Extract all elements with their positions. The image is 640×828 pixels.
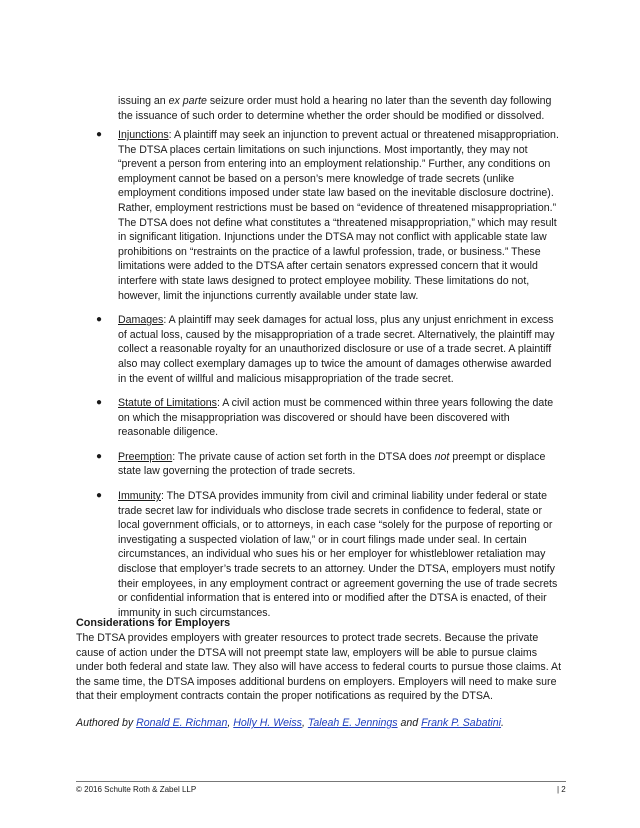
authors-separator: , (227, 717, 234, 729)
author-link-jennings[interactable]: Taleah E. Jennings (307, 717, 398, 729)
bullet-content (118, 396, 562, 440)
intro-italic: ex parte (168, 95, 207, 107)
bullet-term: Statute of Limitations (118, 397, 217, 410)
bullet-term: Damages (118, 314, 164, 327)
bullet-content (118, 489, 562, 620)
bullet-text: : A civil action must be commenced within three years following the date on which the misappropriation was discovered or should have been discovered with reasonable diligence. (118, 397, 554, 439)
bullet-injunctions (96, 128, 562, 303)
bullet-list (96, 128, 562, 630)
bullet-text: : A plaintiff may seek damages for actual loss, plus any unjust enrichment in excess of actual loss, caused by the misappropriation of a trade secret. Alternatively, the plaintiff may collect a reasonable royalty for an unauthorized disclosure or use of a trade secret. A plaintiff also may collect exemplary damages up to twice the amount of damages otherwise awarded in the event of willful and malicious misappropriation of the trade secret. (118, 314, 555, 385)
bullet-icon: ● (96, 129, 103, 140)
authors-separator: , (301, 717, 308, 729)
intro-text-1: issuing an (118, 95, 169, 107)
bullet-term: Immunity (118, 490, 161, 503)
bullet-content (118, 450, 562, 479)
bullet-italic: not (434, 450, 450, 463)
bullet-text: : A plaintiff may seek an injunction to prevent actual or threatened misappropriation. The DTSA places certain limitations on such injunctions. Most importantly, they may not “prevent a person from entering into an employment relationship.” Further, any conditions on employment cannot be based on a person’s mere knowledge of trade secrets (unlike employment conditions imposed under state law based on the inevitable disclosure doctrine). Rather, employment restrictions must be based on “evidence of threatened misappropriation.” The DTSA does not define what constitutes a “threatened misappropriation,” which may result in significant litigation. Injunctions under the DTSA may not conflict with applicable state law prohibitions on “restraints on the practice of a lawful profession, trade, or business.” These limitations were added to the DTSA after certain senators expressed concern that it would interfere with state laws designed to protect employee mobility. These limitations do not, however, limit the injunctions currently available under state law. (118, 129, 559, 302)
bullet-text: : The DTSA provides immunity from civil and criminal liability under federal or state trade secret law for individuals who disclose trade secrets in confidence to federal, state or local government officials, or to attorneys, in each case “solely for the purpose of reporting or investigating a suspected violation of law,” or in court filings made under seal. In certain circumstances, an individual who sues his or her employer for whistleblower retaliation may disclose that employer’s trade secrets to an attorney. Under the DTSA, employers must notify their employees, in any employment contract or agreement governing the use of trade secrets or confidential information that is entered into or modified after the DTSA is enacted, of their immunity in such circumstances. (118, 490, 558, 619)
footer-page-number: | 2 (557, 785, 566, 794)
bullet-icon: ● (96, 397, 103, 409)
bullet-term: Preemption (118, 450, 173, 463)
bullet-text: : The private cause of action set forth in the DTSA does (172, 450, 435, 463)
bullet-immunity (96, 489, 562, 620)
bullet-text: preempt or displace state law governing the protection of trade secrets. (118, 450, 546, 478)
intro-text-2: seizure order must hold a hearing no later than the seventh day following the issuance of such order to determine whether the order should be modified or dissolved. (118, 95, 552, 122)
bullet-icon: ● (96, 450, 103, 462)
footer-copyright: © 2016 Schulte Roth & Zabel LLP (76, 785, 197, 794)
authors-line (76, 716, 566, 731)
section-body: The DTSA provides employers with greater resources to protect trade secrets. Because the private cause of action under the DTSA will not preempt state law, employers will be able to pursue claims under both federal and state law. They also will have access to federal courts to pursue those claims. At the same time, the DTSA imposes additional burdens on employers. Employers will need to make sure that their employment contracts contain the proper notifications as required by the DTSA. (76, 632, 562, 703)
bullet-icon: ● (96, 490, 103, 502)
bullet-term: Injunctions (118, 129, 169, 141)
bullet-content (118, 128, 562, 303)
section-heading: Considerations for Employers (76, 617, 231, 629)
footer-divider (76, 781, 566, 782)
bullet-damages (96, 313, 562, 386)
bullet-preemption (96, 450, 562, 479)
authors-separator: and (397, 717, 422, 729)
bullet-statute-of-limitations (96, 396, 562, 440)
bullet-content (118, 313, 562, 386)
authors-prefix: Authored by (76, 717, 137, 729)
authors-suffix: . (501, 717, 504, 729)
author-link-weiss[interactable]: Holly H. Weiss (233, 717, 302, 729)
considerations-section (76, 616, 566, 704)
bullet-icon: ● (96, 314, 103, 326)
intro-paragraph (118, 94, 558, 123)
author-link-sabatini[interactable]: Frank P. Sabatini (421, 717, 502, 729)
author-link-richman[interactable]: Ronald E. Richman (136, 717, 228, 729)
